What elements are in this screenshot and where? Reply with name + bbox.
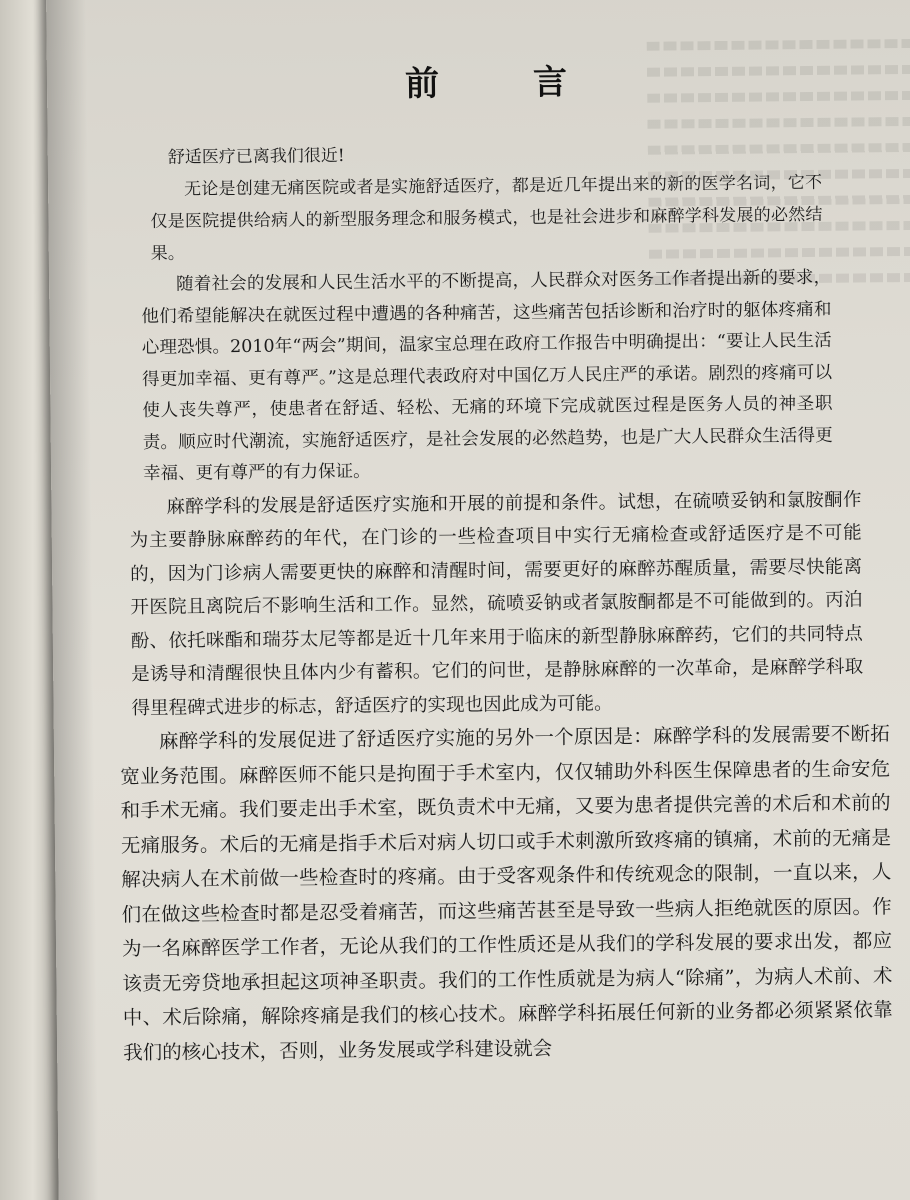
paragraph-anesthesia-scope: 麻醉学科的发展促进了舒适医疗实施的另外一个原因是：麻醉学科的发展需要不断拓宽业务范围。麻醉医师不能只是拘囿于手术室内，仅仅辅助外科医生保障患者的生命安危和手术无痛。我们要走出手术室，既负责术中无痛，又要为患者提供完善的术后和术前的无痛服务。术后的无痛是指手术后对病人切口或手术刺激所致疼痛的镇痛，术前的无痛是解决病人在术前做一些检查时的疼痛。由于受客观条件和传统观念的限制，一直以来，人们在做这些检查时都是忍受着痛苦，而这些痛苦甚至是导致一些病人拒绝就医的原因。作为一名麻醉医学工作者，无论从我们的工作性质还是从我们的学科发展的要求出发，都应该责无旁贷地承担起这项神圣职责。我们的工作性质就是为病人“除痛”，为病人术前、术中、术后除痛，解除疼痛是我们的核心技术。麻醉学科拓展任何新的业务都必须紧紧依靠我们的核心技术，否则，业务发展或学科建设就会 xyxy=(120,722,893,1064)
title-char-1: 前 xyxy=(404,63,442,105)
page-title xyxy=(77,51,897,109)
paragraph-opening: 舒适医疗已离我们很近! xyxy=(167,145,345,168)
paragraph-definition: 无论是创建无痛医院或者是实施舒适医疗，都是近几年提出来的新的医学名词，它不仅是医院提供给病人的新型服务理念和服务模式，也是社会进步和麻醉学科发展的必然结果。 xyxy=(150,172,823,264)
book-page xyxy=(46,0,910,1200)
paragraph-social-development: 随着社会的发展和人民生活水平的不断提高，人民群众对医务工作者提出新的要求，他们希望能解决在就医过程中遭遇的各种痛苦，这些痛苦包括诊断和治疗时的躯体疼痛和心理恐惧。2010年“两会”期间，温家宝总理在政府工作报告中明确提出：“要让人民生活得更加幸福、更有尊严。”这是总理代表政府对中国亿万人民庄严的承诺。剧烈的疼痛可以使人丧失尊严，使患者在舒适、轻松、无痛的环境下完成就医过程是医务人员的神圣职责。顺应时代潮流，实施舒适医疗，是社会发展的必然趋势，也是广大人民群众生活得更幸福、更有尊严的有力保证。 xyxy=(141,267,833,485)
title-char-2: 言 xyxy=(532,62,570,103)
page-content xyxy=(77,51,908,1071)
paragraph-anesthesia-premise: 麻醉学科的发展是舒适医疗实施和开展的前提和条件。试想，在硫喷妥钠和氯胺酮作为主要静脉麻醉药的年代，在门诊的一些检查项目中实行无痛检查或舒适医疗是不可能的，因为门诊病人需要更快的麻醉和清醒时间，需要更好的麻醉苏醒质量，需要尽快能离开医院且离院后不影响生活和工作。显然，硫喷妥钠或者氯胺酮都是不可能做到的。丙泊酚、依托咪酯和瑞芬太尼等都是近十几年来用于临床的新型静脉麻醉药，它们的共同特点是诱导和清醒很快且体内少有蓄积。它们的问世，是静脉麻醉的一次革命，是麻醉学科取得里程碑式进步的标志，舒适医疗的实现也因此成为可能。 xyxy=(129,488,864,719)
